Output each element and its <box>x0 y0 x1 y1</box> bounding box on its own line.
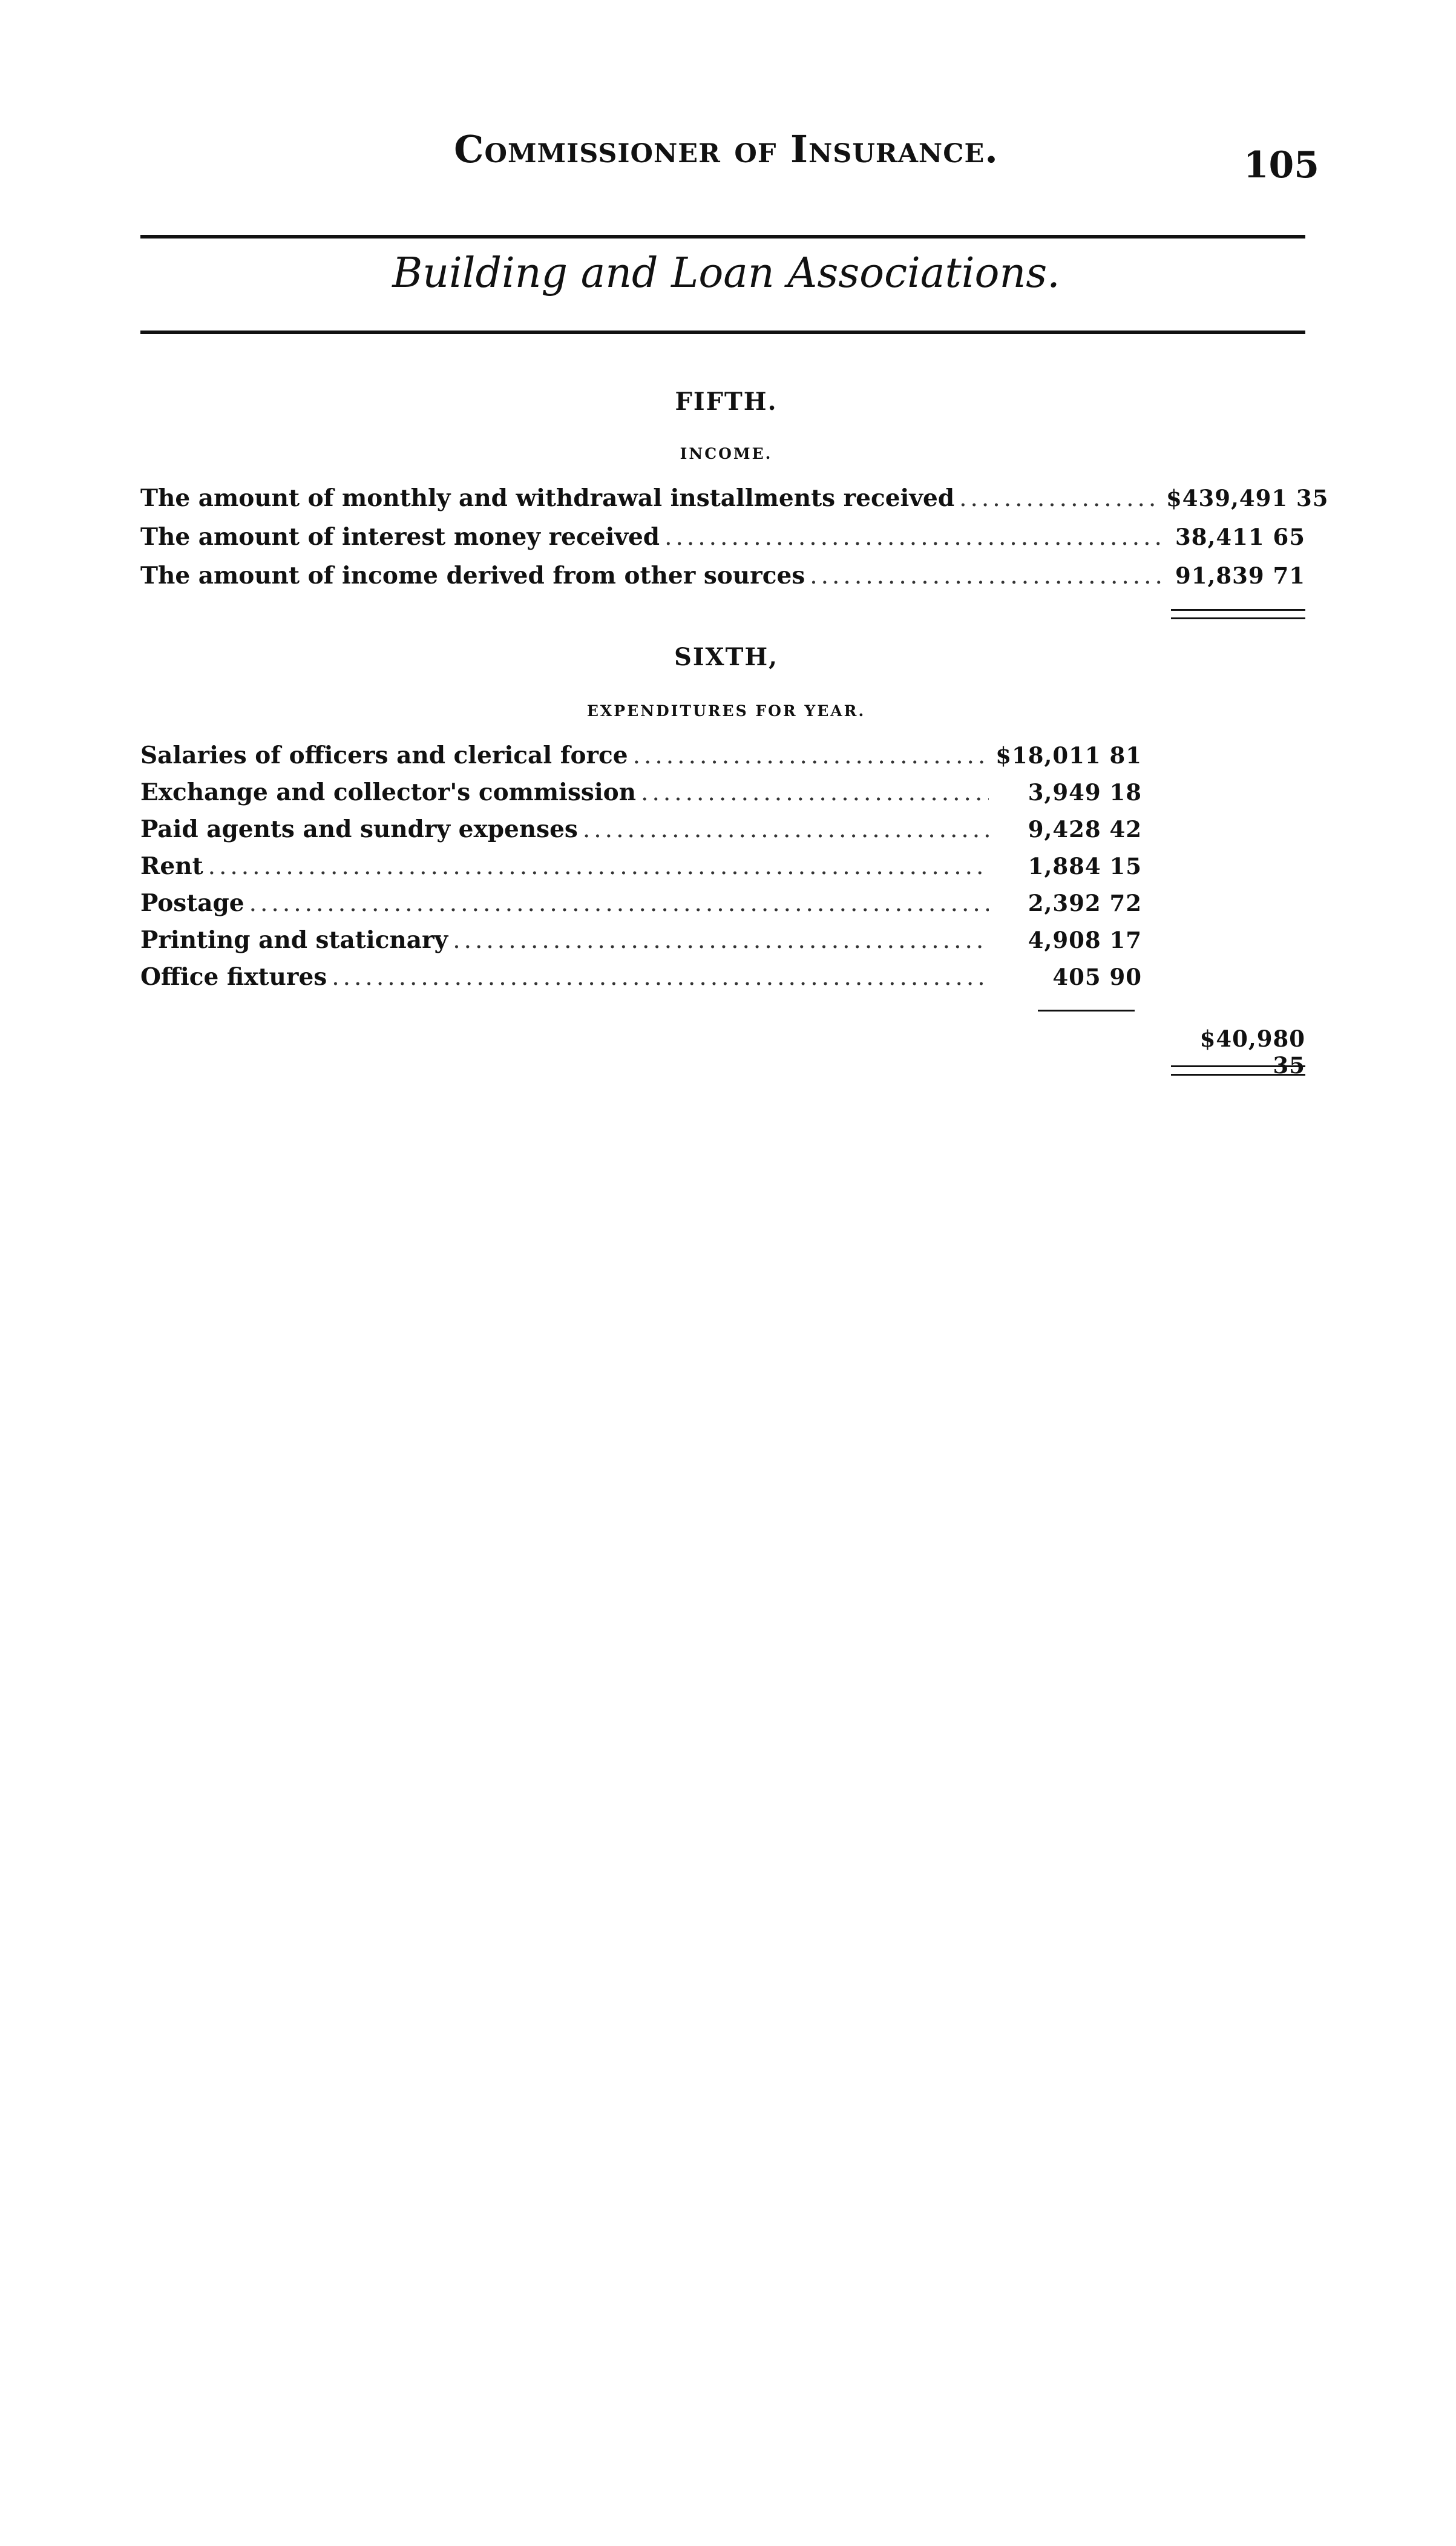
expenditures-total: $40,980 35 <box>1199 1025 1305 1079</box>
income-amount: 38,411 65 <box>1175 524 1305 550</box>
dot-leader <box>810 562 1161 590</box>
expenditures-sum-rule <box>1038 1010 1135 1011</box>
expenditures-subheading: EXPENDITURES FOR YEAR. <box>586 702 866 720</box>
expenditure-label: Postage <box>140 889 244 917</box>
dot-leader <box>583 816 989 843</box>
expenditure-label: Salaries of officers and clerical force <box>140 742 628 769</box>
dot-leader <box>633 742 989 769</box>
dot-leader <box>959 485 1161 512</box>
header-rule-bottom <box>140 331 1305 334</box>
income-row <box>140 484 1329 521</box>
expenditure-amount: 9,428 42 <box>1028 816 1142 843</box>
expenditure-row <box>140 889 1142 926</box>
income-row <box>140 562 1305 598</box>
expenditure-amount: $18,011 81 <box>995 742 1142 769</box>
expenditure-row <box>140 852 1142 889</box>
income-label: The amount of monthly and withdrawal installments received <box>140 484 955 512</box>
expenditure-amount: 1,884 15 <box>1028 853 1142 880</box>
expenditure-amount: 405 90 <box>1052 964 1142 990</box>
header-rule-top <box>140 235 1305 238</box>
fifth-heading: FIFTH. <box>675 387 778 416</box>
dot-leader <box>249 890 989 917</box>
expenditure-label: Paid agents and sundry expenses <box>140 815 578 843</box>
expenditure-label: Printing and staticnary <box>140 926 448 954</box>
expenditure-row <box>140 815 1142 852</box>
sixth-heading: SIXTH, <box>674 643 779 671</box>
expenditure-amount: 2,392 72 <box>1028 890 1142 916</box>
expenditure-label: Exchange and collector's commission <box>140 778 637 806</box>
running-title: Commissioner of Insurance. <box>454 127 999 171</box>
dot-leader <box>641 779 989 806</box>
dot-leader <box>332 964 989 991</box>
dot-leader <box>453 927 989 954</box>
dot-leader <box>208 853 989 880</box>
income-label: The amount of interest money received <box>140 523 660 551</box>
total-double-rule-bottom <box>1171 1074 1305 1076</box>
income-label: The amount of income derived from other sources <box>140 562 805 590</box>
income-amount: $439,491 35 <box>1166 485 1329 512</box>
expenditure-amount: 4,908 17 <box>1028 927 1142 953</box>
income-double-rule-top <box>1171 609 1305 611</box>
page-number: 105 <box>1243 144 1319 186</box>
expenditure-label: Office fixtures <box>140 963 327 991</box>
expenditure-row <box>140 778 1142 815</box>
expenditure-label: Rent <box>140 852 203 880</box>
income-subheading: INCOME. <box>680 445 773 462</box>
expenditure-row <box>140 963 1142 999</box>
expenditure-row <box>140 926 1142 962</box>
income-row <box>140 523 1305 559</box>
expenditure-amount: 3,949 18 <box>1028 779 1142 806</box>
section-title: Building and Loan Associations. <box>392 249 1060 297</box>
expenditure-row <box>140 742 1142 778</box>
dot-leader <box>664 524 1161 551</box>
total-double-rule-top <box>1171 1065 1305 1067</box>
income-amount: 91,839 71 <box>1175 562 1305 589</box>
income-double-rule-bottom <box>1171 617 1305 619</box>
